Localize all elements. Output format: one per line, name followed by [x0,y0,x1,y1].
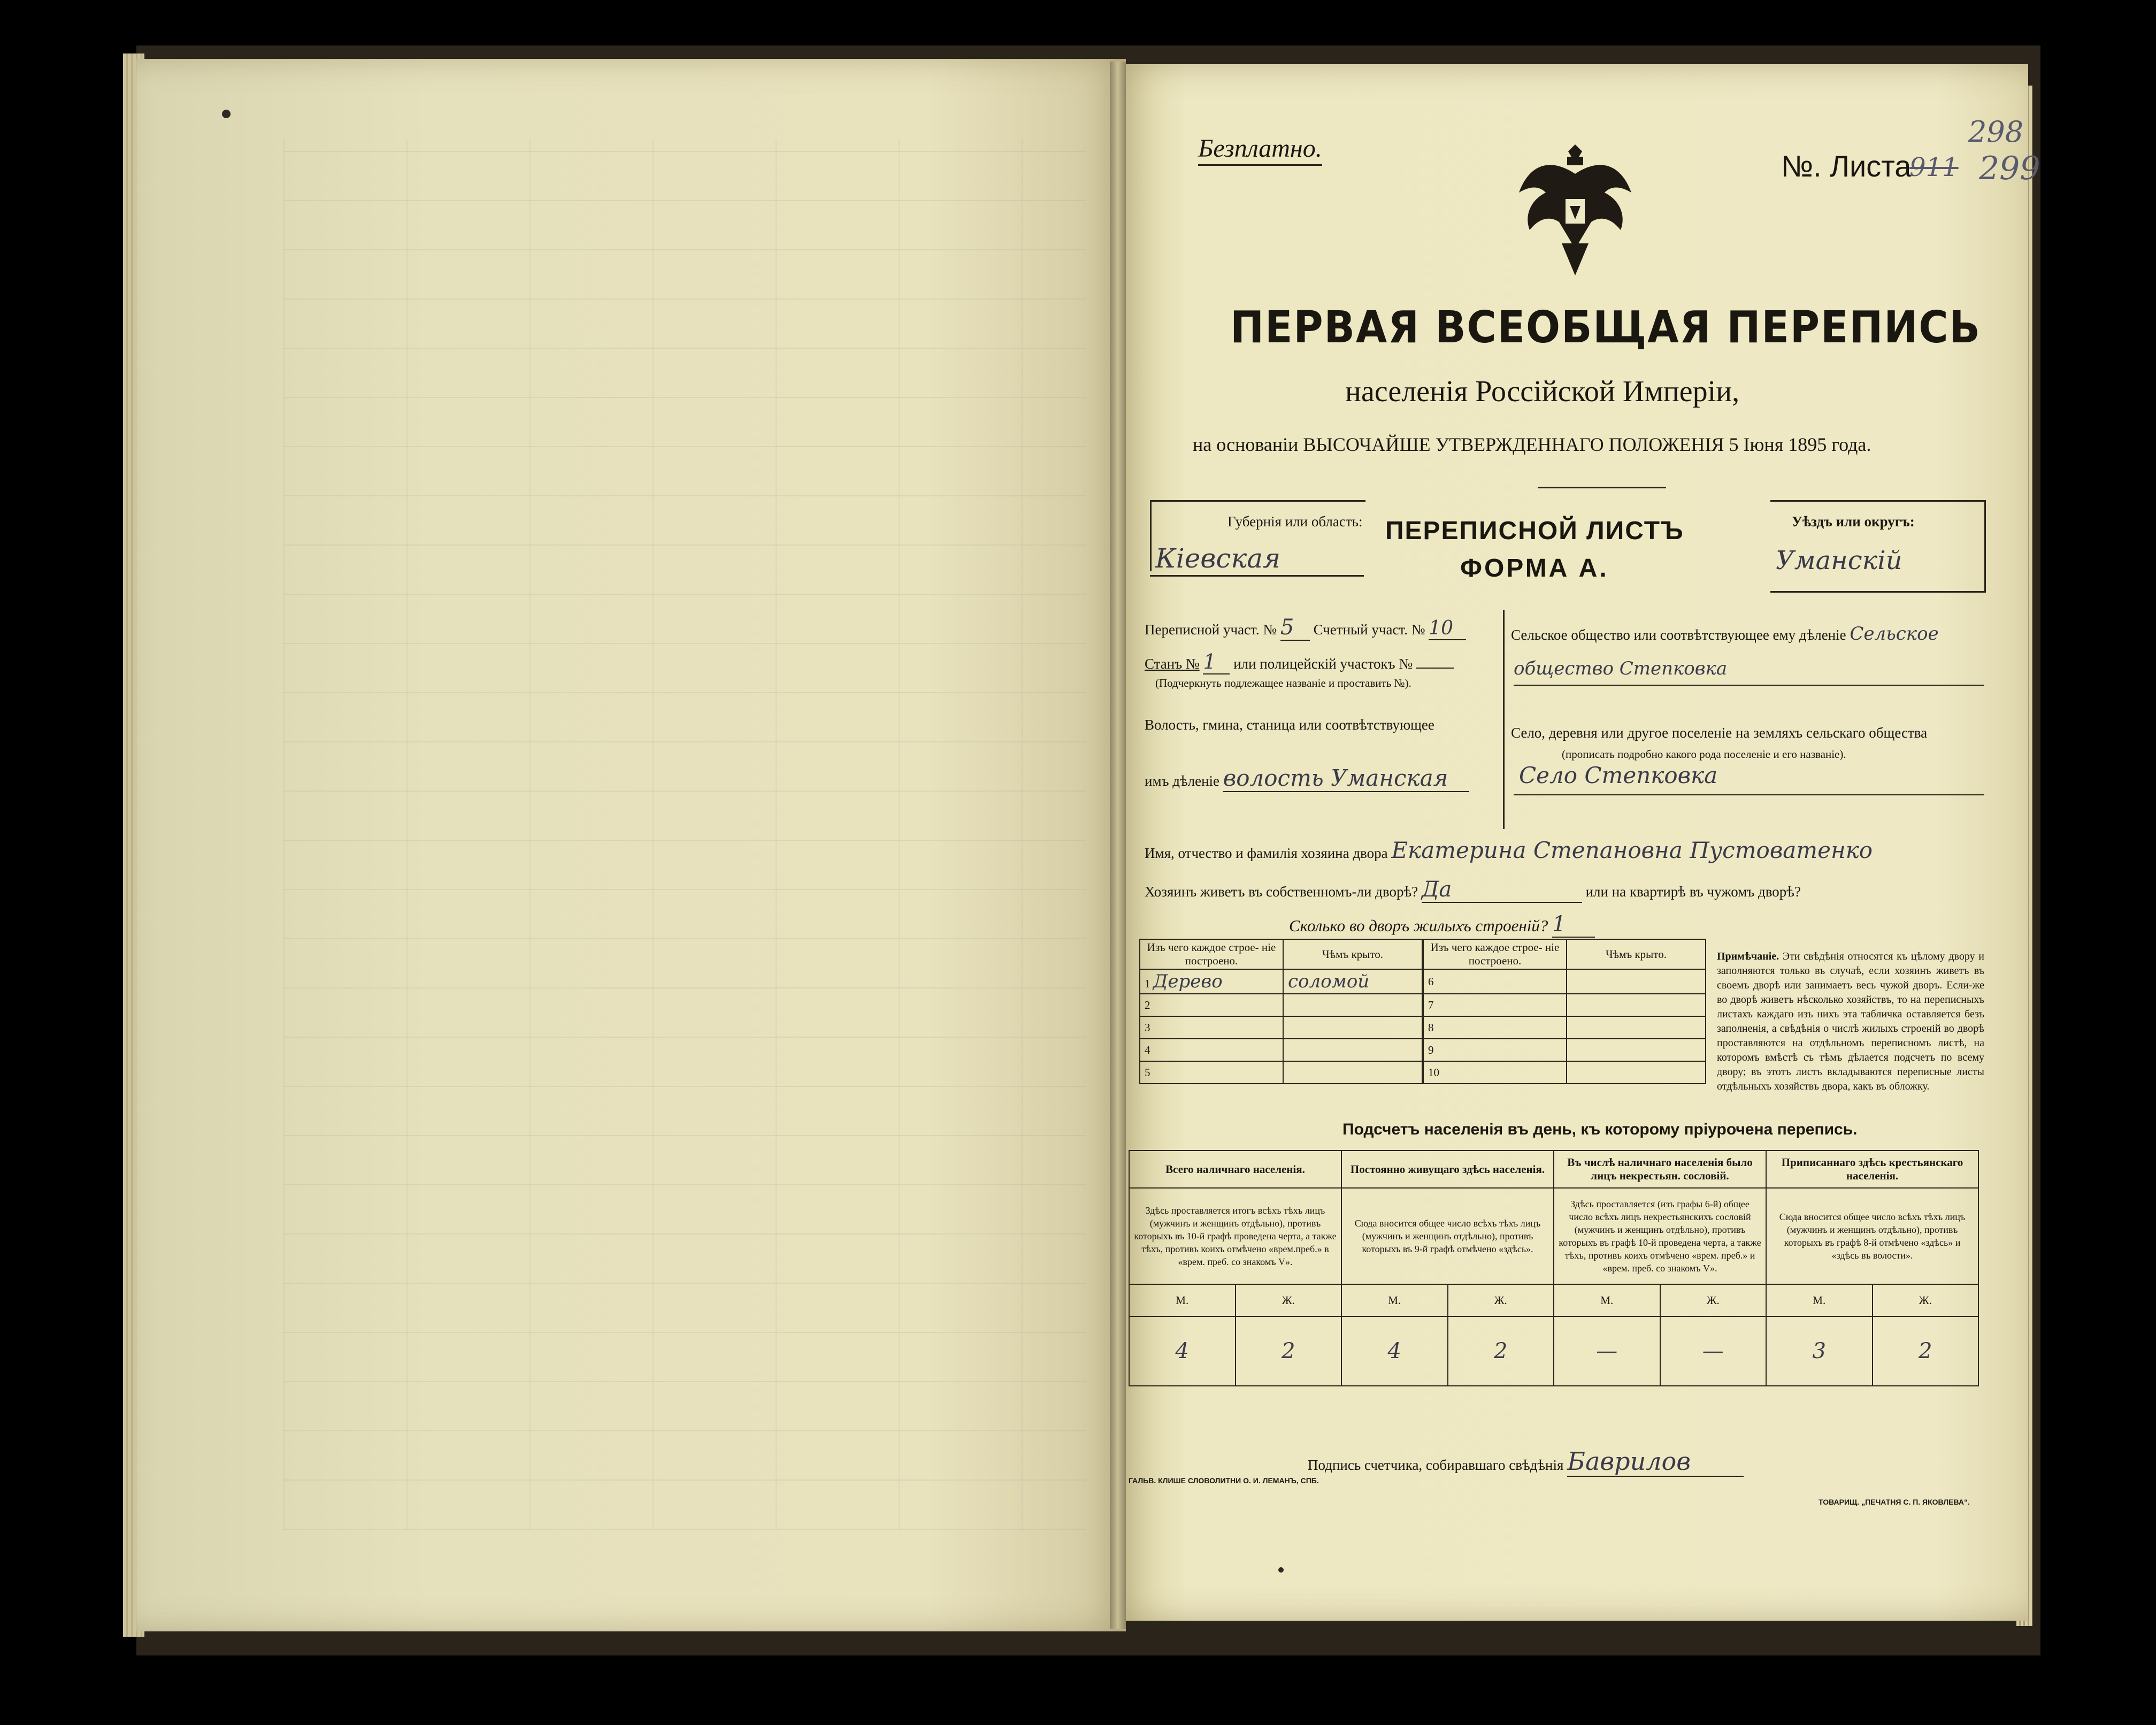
form-title: ПЕРЕПИСНОЙ ЛИСТЪ [1385,517,1684,545]
count-section-title: Подсчетъ населенія въ день, къ которому пріурочена перепись. [1342,1121,1858,1138]
volost-label: Волость, гмина, станица или соотвѣтствующее [1145,717,1434,733]
left-imprint: ГАЛЬВ. КЛИШЕ СЛОВОЛИТНИ О. И. ЛЕМАНЪ, СПБ. [1129,1476,1319,1485]
count-value: 4 [1341,1316,1448,1386]
own-yard-field: Хозяинъ живетъ въ собственномъ-ли дворѣ? Да или на квартирѣ въ чужомъ дворѣ? [1145,877,1801,902]
village-note: (прописать подробно какого рода поселеніе и его названіе). [1562,748,1846,761]
count-value: 2 [1448,1316,1554,1386]
buildings-count-field: Сколько во дворъ жилыхъ строеній? 1 [1289,912,1595,938]
table-row: 2 [1140,994,1422,1016]
buildings-col-roof: Чѣмъ крыто. [1283,939,1422,969]
document-title: ПЕРВАЯ ВСЕОБЩАЯ ПЕРЕПИСЬ [1230,302,1981,353]
female-label: Ж. [1660,1284,1767,1316]
count-col-desc: Сюда вносится общее число всѣхъ тѣхъ лицъ (мужчинъ и женщинъ отдѣльно), противъ которыхъ въ 9-й графѣ отмѣчено «здѣсь». [1341,1188,1554,1284]
table-row: 7 [1423,994,1706,1016]
male-label: М. [1341,1284,1448,1316]
count-col-head: Приписаннаго здѣсь крестьянскаго населенія. [1766,1151,1978,1188]
society-field: Сельское общество или соотвѣтствующее ему дѣленіе Сельское [1511,623,1939,645]
male-label: М. [1129,1284,1236,1316]
volost-field: имъ дѣленіе волость Уманская [1145,765,1469,792]
table-row: 3 [1140,1016,1422,1039]
village-line [1514,794,1984,795]
form-subtitle: ФОРМА А. [1460,554,1609,582]
province-value: Кіевская [1155,543,1281,574]
underline-note: (Подчеркнуть подлежащее названіе и проставить №). [1155,677,1411,689]
male-label: М. [1554,1284,1660,1316]
province-label: Губернія или область: [1227,513,1363,530]
village-label: Село, деревня или другое поселеніе на земляхъ сельскаго общества [1511,725,1928,741]
male-label: М. [1766,1284,1873,1316]
count-value: 3 [1766,1316,1873,1386]
binding-hole [222,110,231,118]
book-spine [1110,62,1126,1629]
sheet-number-b: 299 [1979,150,2040,187]
legal-basis: на основаніи ВЫСОЧАЙШЕ УТВЕРЖДЕННАГО ПОЛОЖЕНІЯ 5 Іюня 1895 года. [1193,434,1871,455]
count-col-desc: Сюда вносится общее число всѣхъ тѣхъ лицъ (мужчинъ и женщинъ отдѣльно), противъ которыхъ въ графѣ 8-й отмѣчено «здѣсь» и «здѣсь въ волости». [1766,1188,1978,1284]
census-section-field: Переписной участ. № 5 Счетный участ. № 10 [1145,615,1466,641]
society-line [1514,685,1984,686]
society-value: общество Степковка [1514,658,1728,679]
buildings-col-material: Изъ чего каждое строе- ніе построено. [1140,939,1283,969]
sheet-number-a: 298 [1968,115,2024,149]
owner-name-field: Имя, отчество и фамилія хозяина двора Екатерина Степановна Пустоватенко [1145,837,1873,863]
count-col-head: Всего наличнаго населенія. [1129,1151,1341,1188]
title-divider [1538,487,1666,488]
form-box [1150,500,1984,599]
district-value: Уманскій [1776,546,1902,576]
count-value: 4 [1129,1316,1236,1386]
sheet-number-struck: 911 [1909,152,1959,182]
table-row: 6 [1423,969,1706,994]
stan-field: Станъ № 1 или полицейскій участокъ № [1145,650,1454,674]
document-subtitle: населенія Россійской Имперіи, [1345,375,1740,408]
table-row: 5 [1140,1061,1422,1084]
count-value: — [1660,1316,1767,1386]
count-value: — [1554,1316,1660,1386]
count-table [1129,1150,1979,1386]
count-col-desc: Здѣсь проставляется итогъ всѣхъ тѣхъ лицъ (мужчинъ и женщинъ отдѣльно), противъ которыхъ въ 10-й графѣ проведена черта, а также тѣхъ, противъ коихъ отмѣчено «врем.преб.» в «врем. преб. со знакомъ V». [1129,1188,1341,1284]
table-row: 8 [1423,1016,1706,1039]
note-block: Примѣчаніе. Эти свѣдѣнія относятся къ цѣлому двору и заполняются только въ случаѣ, если хозяинъ живетъ въ своемъ дворѣ или занимаетъ весь чужой дворъ. Если-же во дворѣ живетъ нѣсколько хозяйствъ, то на переписныхъ листахъ каждаго изъ нихъ эта табличка оставляется безъ заполненія, а свѣдѣнія о числѣ жилыхъ строеній во дворѣ проставляются на отдѣльномъ переписномъ листѣ, на которомъ вмѣстѣ съ тѣмъ дѣлается подсчетъ по всему двору; въ этотъ листъ вкладываются переписные листы отдѣльныхъ хозяйствъ двора, какъ въ обложку. [1717,950,1985,1092]
buildings-table-left [1139,939,1423,1084]
village-value: Село Степковка [1519,762,1718,788]
field-divider [1503,610,1505,829]
table-row: 4 [1140,1039,1422,1061]
table-row: 9 [1423,1039,1706,1061]
buildings-table-right: Изъ чего каждое строе- ніе построено. Чѣмъ крыто. 6 7 8 9 10 [1423,939,1706,1084]
free-label: Безплатно. [1198,134,1322,166]
female-label: Ж. [1448,1284,1554,1316]
sheet-number-label: №. Листа [1781,149,1912,183]
count-col-head: Въ числѣ наличнаго населенія было лицъ некрестьян. сословій. [1554,1151,1766,1188]
count-value: 2 [1236,1316,1342,1386]
left-page-bleedthrough-grid [283,139,1086,1530]
binding-hole [1278,1567,1284,1573]
district-label: Уѣздъ или округъ: [1792,513,1915,530]
female-label: Ж. [1236,1284,1342,1316]
female-label: Ж. [1873,1284,1979,1316]
count-value: 2 [1873,1316,1979,1386]
table-row: 10 [1423,1061,1706,1084]
signature-field: Подпись счетчика, собиравшаго свѣдѣнія Баврилов [1308,1447,1744,1477]
count-col-desc: Здѣсь проставляется (изъ графы 6-й) общее число всѣхъ лицъ некрестьянскихъ сословій (мужчинъ и женщинъ отдѣльно), противъ которыхъ въ графѣ 10-й проведена черта, а также тѣхъ, противъ коихъ отмѣчено «врем. преб.» и «врем. преб. со знакомъ V». [1554,1188,1766,1284]
right-imprint: ТОВАРИЩ. „ПЕЧАТНЯ С. П. ЯКОВЛЕВА“. [1819,1498,1970,1506]
count-col-head: Постоянно живущаго здѣсь населенія. [1341,1151,1554,1188]
imperial-eagle-icon [1508,142,1642,281]
table-row: 1 Дерево соломой [1140,969,1422,994]
